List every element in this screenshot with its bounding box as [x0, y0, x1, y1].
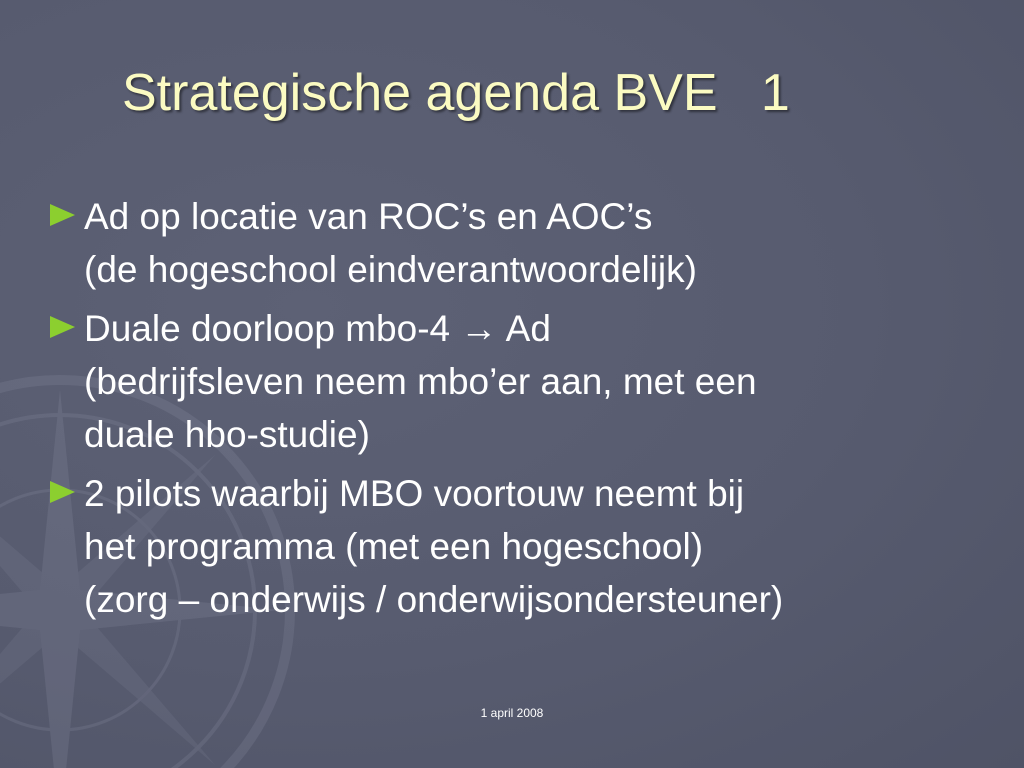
footer-date: 1 april 2008: [480, 706, 544, 720]
bullet-line: het programma (met een hogeschool): [84, 526, 704, 567]
bullet-line: Ad op locatie van ROC’s en AOC’s: [84, 196, 653, 237]
bullet-item: [48, 302, 988, 461]
bullet-arrow-icon: [48, 477, 78, 507]
bullet-line: duale hbo-studie): [84, 414, 370, 455]
bullet-line: 2 pilots waarbij MBO voortouw neemt bij: [84, 473, 745, 514]
bullet-line: (de hogeschool eindverantwoordelijk): [84, 249, 697, 290]
bullet-item: [48, 190, 988, 296]
bullet-arrow-icon: [48, 312, 78, 342]
bullet-line: Duale doorloop mbo-4 → Ad: [84, 308, 551, 349]
bullet-list: [48, 190, 988, 632]
bullet-item: [48, 467, 988, 626]
bullet-arrow-icon: [48, 200, 78, 230]
slide-title: Strategische agenda BVE 1: [122, 64, 790, 122]
bullet-line: (zorg – onderwijs / onderwijsondersteuner): [84, 579, 784, 620]
bullet-line: (bedrijfsleven neem mbo’er aan, met een: [84, 361, 757, 402]
